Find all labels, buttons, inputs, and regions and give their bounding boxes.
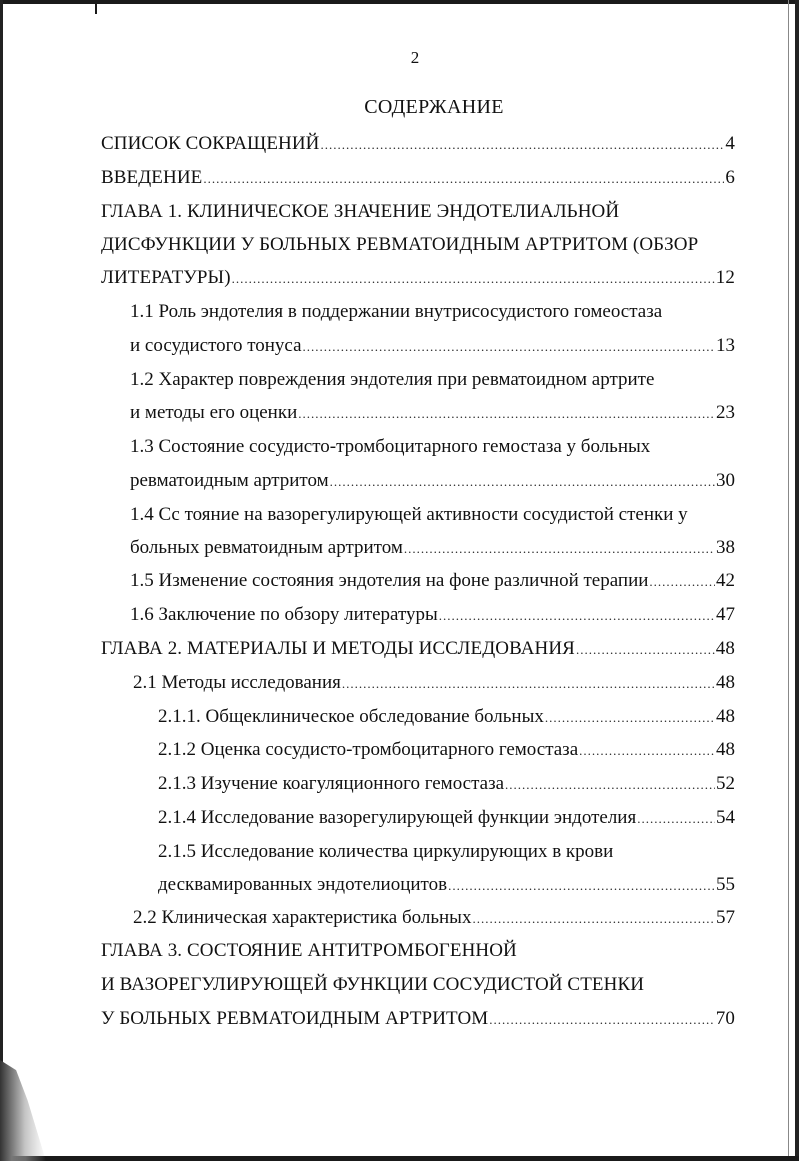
toc-entry-text: У БОЛЬНЫХ РЕВМАТОИДНЫМ АРТРИТОМ: [101, 1008, 489, 1029]
toc-entry[interactable]: [130, 331, 735, 361]
toc-entry-text: десквамированных эндотелиоцитов: [158, 874, 448, 895]
toc-entry[interactable]: [158, 803, 735, 833]
toc-leader-dots: [489, 1005, 715, 1035]
toc-entry-continued[interactable]: [101, 230, 735, 260]
toc-entry[interactable]: [101, 129, 735, 159]
toc-entry-continued[interactable]: [130, 500, 735, 530]
toc-entry-text: 2.2 Клиническая характеристика больных: [133, 907, 472, 928]
toc-leader-dots: [321, 130, 725, 160]
toc-leader-dots: [505, 770, 715, 800]
toc-leader-dots: [637, 804, 715, 834]
toc-leader-dots: [439, 601, 715, 631]
toc-entry-continued[interactable]: [101, 970, 735, 1000]
toc-entry-text: ДИСФУНКЦИИ У БОЛЬНЫХ РЕВМАТОИДНЫМ АРТРИТОМ (ОБЗОР: [101, 234, 699, 255]
toc-entry-continued[interactable]: [158, 837, 735, 867]
toc-entry-page: 23: [716, 402, 735, 423]
toc-entry-text: ГЛАВА 2. МАТЕРИАЛЫ И МЕТОДЫ ИССЛЕДОВАНИЯ: [101, 638, 575, 659]
toc-leader-dots: [579, 736, 715, 766]
toc-entry-page: 52: [716, 773, 735, 794]
toc-entry[interactable]: [130, 398, 735, 428]
toc-entry-text: 1.5 Изменение состояния эндотелия на фоне различной терапии: [130, 570, 649, 591]
toc-entry-page: 54: [716, 807, 735, 828]
toc-leader-dots: [203, 164, 724, 194]
toc-entry-page: 4: [725, 133, 735, 154]
toc-entry-page: 30: [716, 470, 735, 491]
toc-entry[interactable]: [130, 466, 735, 496]
toc-leader-dots: [298, 399, 715, 429]
page-number: 2: [410, 48, 420, 67]
toc-entry-text: 1.6 Заключение по обзору литературы: [130, 604, 438, 625]
toc-entry[interactable]: [101, 263, 735, 293]
page-title: СОДЕРЖАНИЕ: [364, 96, 504, 118]
toc-entry[interactable]: [158, 769, 735, 799]
toc-entry[interactable]: [158, 870, 735, 900]
toc-entry-text: 1.4 Сс тояние на вазорегулирующей активности сосудистой стенки у: [130, 504, 688, 525]
toc-entry[interactable]: [130, 600, 735, 630]
toc-leader-dots: [649, 567, 715, 597]
toc-entry-page: 12: [715, 267, 735, 288]
toc-entry-page: 48: [716, 739, 735, 760]
toc-entry-text: ГЛАВА 1. КЛИНИЧЕСКОЕ ЗНАЧЕНИЕ ЭНДОТЕЛИАЛЬНОЙ: [101, 201, 620, 222]
toc-entry-text: 1.2 Характер повреждения эндотелия при ревматоидном артрите: [130, 369, 655, 390]
toc-leader-dots: [448, 871, 715, 901]
toc-entry-page: 47: [716, 604, 735, 625]
toc-entry[interactable]: [133, 903, 735, 933]
toc-leader-dots: [232, 264, 715, 294]
toc-entry-text: ГЛАВА 3. СОСТОЯНИЕ АНТИТРОМБОГЕННОЙ: [101, 940, 517, 961]
toc-entry[interactable]: [130, 533, 735, 563]
toc-entry-text: 1.3 Состояние сосудисто-тромбоцитарного гемостаза у больных: [130, 436, 651, 457]
toc-entry-text: 2.1.4 Исследование вазорегулирующей функции эндотелия: [158, 807, 637, 828]
toc-entry[interactable]: [130, 566, 735, 596]
toc-entry-page: 57: [716, 907, 735, 928]
toc-entry-page: 42: [716, 570, 735, 591]
toc-entry-text: ревматоидным артритом: [130, 470, 329, 491]
toc-entry-text: больных ревматоидным артритом: [130, 537, 403, 558]
toc-leader-dots: [303, 332, 715, 362]
toc-leader-dots: [342, 669, 715, 699]
toc-leader-dots: [545, 703, 715, 733]
toc-entry-text: 2.1.2 Оценка сосудисто-тромбоцитарного гемостаза: [158, 739, 579, 760]
toc-entry-page: 70: [715, 1008, 735, 1029]
toc-entry-text: и методы его оценки: [130, 402, 298, 423]
toc-entry[interactable]: [158, 735, 735, 765]
toc-entry-continued[interactable]: [101, 936, 735, 966]
toc-entry[interactable]: [101, 634, 735, 664]
toc-entry-page: 48: [716, 672, 735, 693]
toc-leader-dots: [404, 534, 715, 564]
toc-entry-page: 48: [715, 638, 735, 659]
toc-entry-text: и сосудистого тонуса: [130, 335, 302, 356]
toc-leader-dots: [472, 904, 715, 934]
toc-entry-continued[interactable]: [130, 365, 735, 395]
toc-entry-page: 6: [725, 167, 735, 188]
toc-entry[interactable]: [158, 702, 735, 732]
toc-entry-text: 2.1 Методы исследования: [133, 672, 341, 693]
toc-entry-text: ВВЕДЕНИЕ: [101, 167, 203, 188]
toc-entry[interactable]: [133, 668, 735, 698]
toc-leader-dots: [576, 635, 715, 665]
toc-entry-page: 55: [716, 874, 735, 895]
toc-entry-text: 1.1 Роль эндотелия в поддержании внутрисосудистого гомеостаза: [130, 301, 663, 322]
toc-entry-continued[interactable]: [101, 197, 735, 227]
toc-entry-text: ЛИТЕРАТУРЫ): [101, 267, 231, 288]
toc-entry-text: 2.1.1. Общеклиническое обследование больных: [158, 706, 544, 727]
toc-leader-dots: [330, 467, 715, 497]
toc-entry-page: 48: [716, 706, 735, 727]
toc-entry-text: 2.1.5 Исследование количества циркулирующих в крови: [158, 841, 614, 862]
toc-entry-continued[interactable]: [130, 297, 735, 327]
toc-entry-text: 2.1.3 Изучение коагуляционного гемостаза: [158, 773, 505, 794]
toc-entry-continued[interactable]: [130, 432, 735, 462]
toc-entry[interactable]: [101, 1004, 735, 1034]
toc-entry[interactable]: [101, 163, 735, 193]
toc-entry-text: СПИСОК СОКРАЩЕНИЙ: [101, 133, 320, 154]
toc-entry-page: 13: [716, 335, 735, 356]
toc-entry-text: И ВАЗОРЕГУЛИРУЮЩЕЙ ФУНКЦИИ СОСУДИСТОЙ СТЕНКИ: [101, 974, 645, 995]
toc-entry-page: 38: [716, 537, 735, 558]
